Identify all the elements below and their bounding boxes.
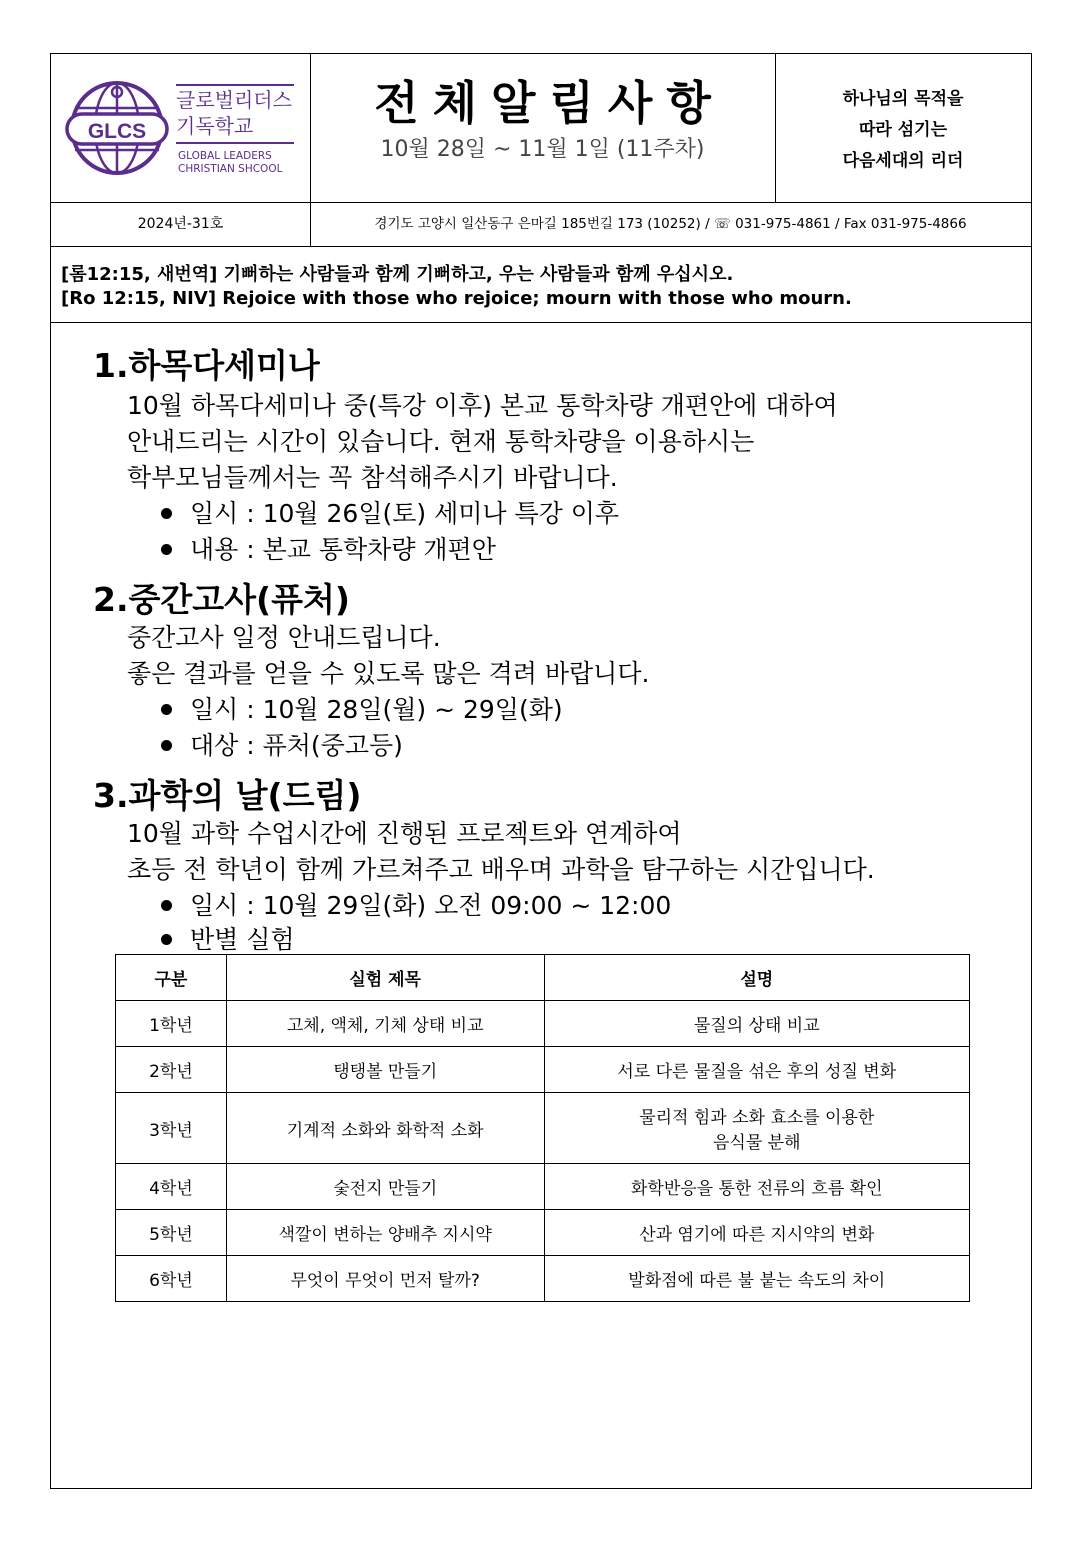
title-cell: 기계적 소화와 화학적 소화: [226, 1093, 544, 1164]
section-title-midterm: 2.중간고사(퓨처): [93, 580, 350, 619]
page-frame: [50, 53, 1032, 1489]
issue-number: 2024년-31호: [51, 202, 311, 246]
bullet-item: [161, 726, 403, 762]
section-text: 좋은 결과를 얻을 수 있도록 많은 격려 바랍니다.: [127, 659, 650, 688]
verse-row: [51, 246, 1031, 323]
col-header-grade: 구분: [116, 955, 227, 1001]
table-row: [116, 1210, 970, 1256]
bullet-text: 일시 : 10월 28일(월) ~ 29일(화): [190, 695, 563, 724]
school-address: 경기도 고양시 일산동구 은마길 185번길 173 (10252) / ☏ 031-975-4861 / Fax 031-975-4866: [374, 216, 967, 232]
table-row: [116, 1164, 970, 1210]
logo-rule-bottom: [176, 142, 294, 144]
grade-cell: 6학년: [116, 1256, 227, 1302]
bullet-text: 내용 : 본교 통학차량 개편안: [190, 535, 496, 564]
col-header-desc: 설명: [544, 955, 970, 1001]
header-row: [51, 54, 1031, 203]
logo-rule-top: [176, 84, 294, 86]
bullet-dot-icon: [161, 934, 172, 945]
school-logo-icon: [65, 78, 169, 178]
logo-english: [178, 150, 282, 176]
section-text: 초등 전 학년이 함께 가르쳐주고 배우며 과학을 탐구하는 시간입니다.: [127, 855, 875, 884]
logo-kor-line2: 기독학교: [176, 114, 254, 138]
bullet-dot-icon: [161, 900, 172, 911]
motto: [775, 84, 1031, 177]
logo-eng-line2: CHRISTIAN SHCOOL: [178, 163, 283, 175]
title-cell: 숯전지 만들기: [226, 1164, 544, 1210]
col-header-title: 실험 제목: [226, 955, 544, 1001]
desc-cell: 산과 염기에 따른 지시약의 변화: [544, 1210, 970, 1256]
info-row: [51, 202, 1031, 247]
bullet-text: 일시 : 10월 29일(화) 오전 09:00 ~ 12:00: [190, 891, 672, 920]
logo-abbr: GLCS: [87, 120, 147, 143]
grade-cell: 4학년: [116, 1164, 227, 1210]
bullet-item: [161, 530, 496, 566]
verse-korean: [롬12:15, 새번역] 기뻐하는 사람들과 함께 기뻐하고, 우는 사람들과 함께 우십시오.: [61, 264, 734, 285]
week-range: 10월 28일 ~ 11월 1일 (11주차): [380, 137, 705, 162]
title-cell: 탱탱볼 만들기: [226, 1047, 544, 1093]
verse-english: [Ro 12:15, NIV] Rejoice with those who rejoice; mourn with those who mourn.: [61, 288, 852, 309]
section-text: 안내드리는 시간이 있습니다. 현재 통학차량을 이용하시는: [127, 427, 755, 456]
section-title-science-day: 3.과학의 날(드림): [93, 776, 362, 815]
motto-line1: 하나님의 목적을: [842, 89, 964, 109]
desc-cell: 화학반응을 통한 전류의 흐름 확인: [544, 1164, 970, 1210]
grade-cell: 3학년: [116, 1093, 227, 1164]
desc-line1: 물리적 힘과 소화 효소를 이용한: [639, 1108, 875, 1128]
table-row: [116, 1256, 970, 1302]
grade-cell: 1학년: [116, 1001, 227, 1047]
desc-cell: 발화점에 따른 불 붙는 속도의 차이: [544, 1256, 970, 1302]
section-title-seminar: 1.하목다세미나: [93, 346, 320, 385]
motto-cell: [775, 54, 1031, 202]
motto-line3: 다음세대의 리더: [842, 151, 964, 171]
logo-cell: [51, 54, 311, 202]
desc-cell: [544, 1093, 970, 1164]
bullet-item: [161, 690, 563, 726]
bullet-text: 대상 : 퓨처(중고등): [190, 731, 403, 760]
bullet-text: 일시 : 10월 26일(토) 세미나 특강 이후: [190, 499, 620, 528]
page-title: 전체알림사항: [374, 76, 725, 130]
bullet-item: [161, 886, 671, 922]
experiment-table: [115, 954, 970, 1302]
table-row: [116, 1047, 970, 1093]
table-header-row: [116, 955, 970, 1001]
bullet-item: [161, 494, 619, 530]
bullet-item: [161, 920, 295, 956]
table-row: [116, 1001, 970, 1047]
section-text: 학부모님들께서는 꼭 참석해주시기 바랍니다.: [127, 463, 618, 492]
motto-line2: 따라 섬기는: [858, 120, 948, 140]
bullet-dot-icon: [161, 508, 172, 519]
grade-cell: 5학년: [116, 1210, 227, 1256]
bullet-text: 반별 실험: [190, 925, 295, 954]
logo-kor-line1: 글로벌리더스: [176, 88, 292, 112]
section-text: 10월 하목다세미나 중(특강 이후) 본교 통학차량 개편안에 대하여: [127, 391, 838, 420]
title-cell: [310, 54, 776, 202]
bullet-dot-icon: [161, 740, 172, 751]
desc-line2: 음식물 분해: [712, 1133, 801, 1153]
table-row: [116, 1093, 970, 1164]
bullet-dot-icon: [161, 704, 172, 715]
title-cell: 무엇이 무엇이 먼저 탈까?: [226, 1256, 544, 1302]
title-cell: 고체, 액체, 기체 상태 비교: [226, 1001, 544, 1047]
bullet-dot-icon: [161, 544, 172, 555]
desc-cell: 서로 다른 물질을 섞은 후의 성질 변화: [544, 1047, 970, 1093]
grade-cell: 2학년: [116, 1047, 227, 1093]
section-text: 중간고사 일정 안내드립니다.: [127, 623, 441, 652]
title-cell: 색깔이 변하는 양배추 지시약: [226, 1210, 544, 1256]
logo-eng-line1: GLOBAL LEADERS: [178, 150, 272, 162]
desc-cell: 물질의 상태 비교: [544, 1001, 970, 1047]
logo-korean: [176, 87, 292, 139]
section-text: 10월 과학 수업시간에 진행된 프로젝트와 연계하여: [127, 819, 682, 848]
